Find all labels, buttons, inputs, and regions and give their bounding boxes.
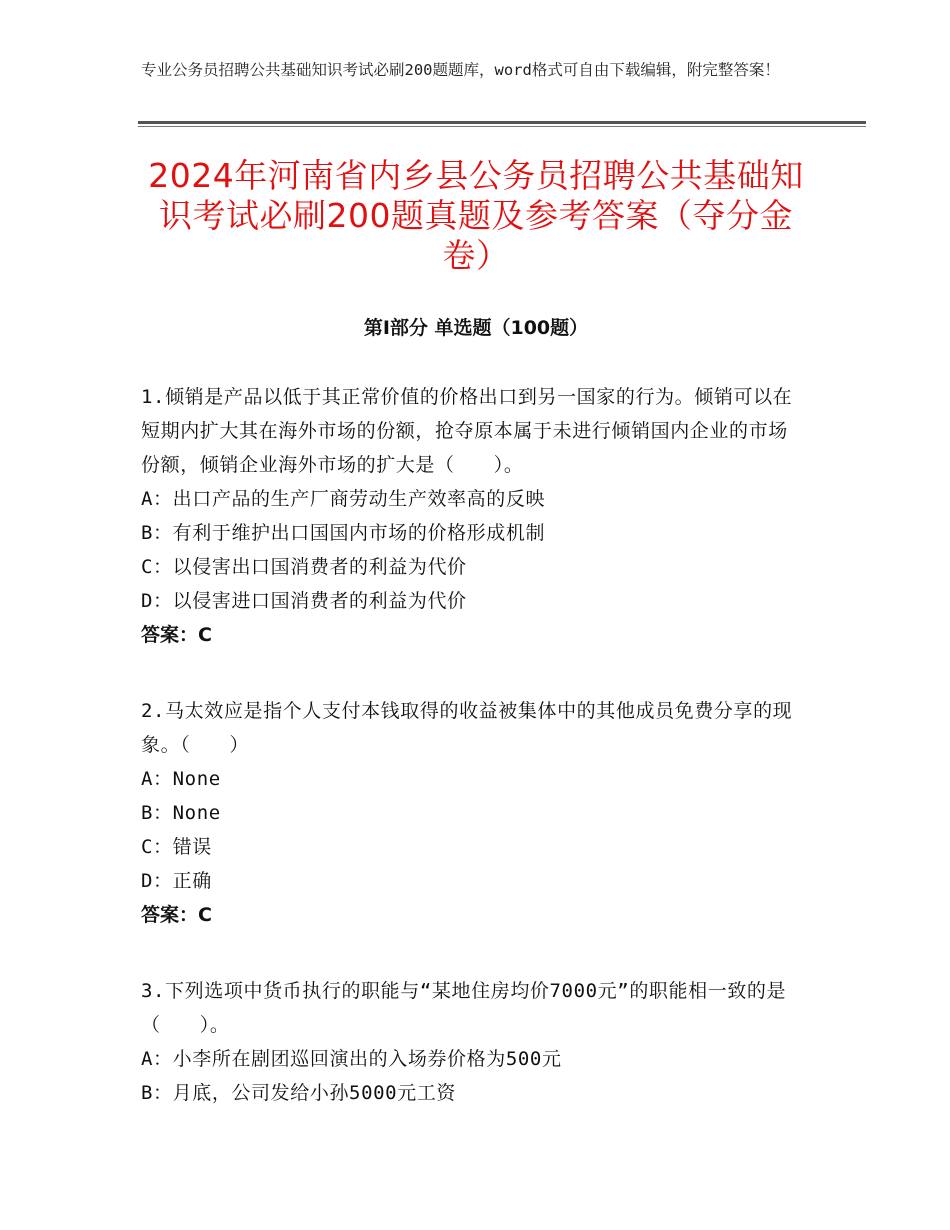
section-title: 第I部分 单选题（100题） (363, 317, 589, 339)
option-b: B：月底，公司发给小孙5000元工资 (141, 1082, 456, 1104)
option-c: C：以侵害出口国消费者的利益为代价 (141, 556, 467, 578)
header-note: 专业公务员招聘公共基础知识考试必刷200题题库，word格式可自由下载编辑，附完整答案！ (141, 61, 780, 79)
option-a: A：出口产品的生产厂商劳动生产效率高的反映 (141, 488, 546, 510)
answer: 答案：C (141, 904, 212, 926)
option-d: D：正确 (141, 870, 212, 892)
header-divider-thin (138, 126, 866, 127)
option-a: A：None (141, 768, 221, 790)
option-b: B：有利于维护出口国国内市场的价格形成机制 (141, 522, 546, 544)
question-2 (141, 694, 806, 932)
option-b: B：None (141, 802, 221, 824)
option-c: C：错误 (141, 836, 212, 858)
question-list (141, 380, 806, 1152)
answer: 答案：C (141, 624, 212, 646)
question-stem: 3.下列选项中货币执行的职能与“某地住房均价7000元”的职能相一致的是（ ）。 (141, 980, 787, 1036)
question-stem: 2.马太效应是指个人支付本钱取得的收益被集体中的其他成员免费分享的现象。（ ） (141, 700, 793, 756)
document-title: 2024年河南省内乡县公务员招聘公共基础知识考试必刷200题真题及参考答案（夺分金卷） (148, 156, 804, 275)
question-stem: 1.倾销是产品以低于其正常价值的价格出口到另一国家的行为。倾销可以在短期内扩大其在海外市场的份额，抢夺原本属于未进行倾销国内企业的市场份额，倾销企业海外市场的扩大是（ ）。 (141, 386, 793, 476)
question-3 (141, 974, 806, 1110)
header-divider-thick (138, 121, 866, 124)
option-d: D：以侵害进口国消费者的利益为代价 (141, 590, 467, 612)
option-a: A：小李所在剧团巡回演出的入场券价格为500元 (141, 1048, 562, 1070)
question-1 (141, 380, 806, 652)
